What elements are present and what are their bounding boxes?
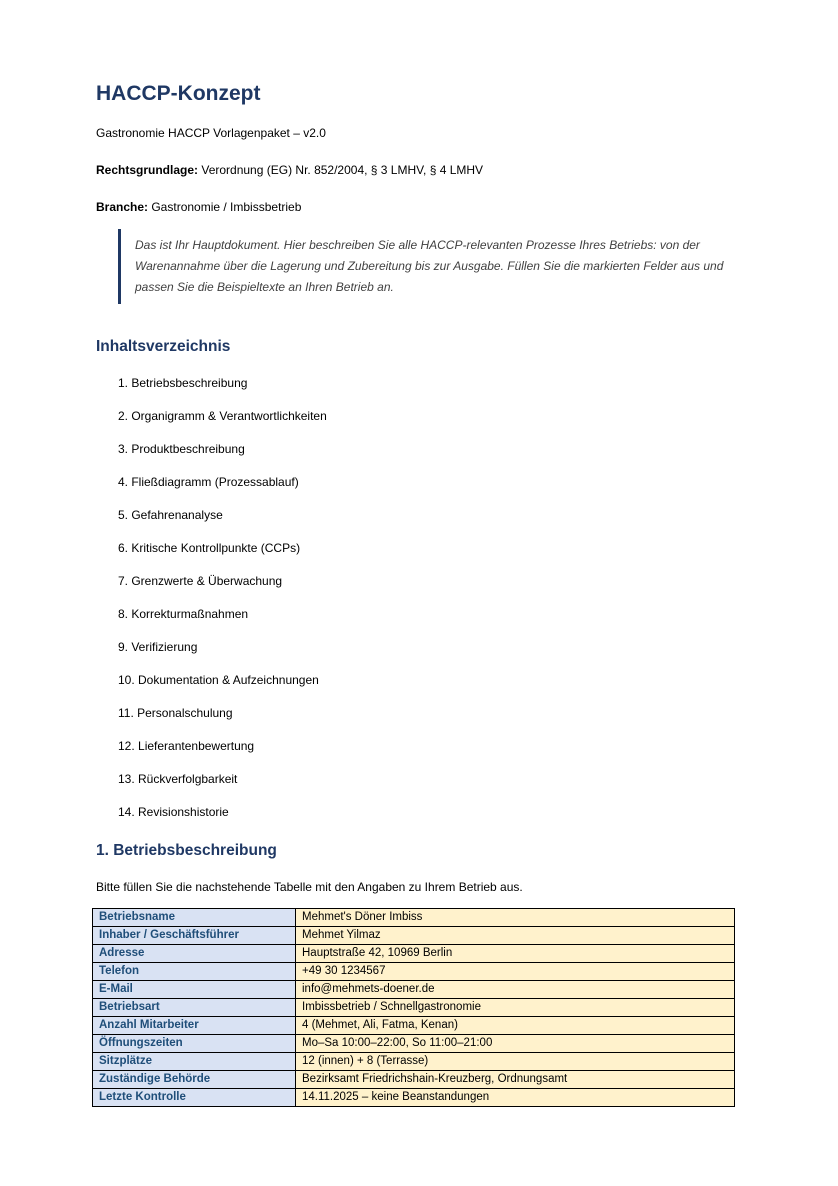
- toc-item: 1. Betriebsbeschreibung: [118, 376, 248, 390]
- table-row: [93, 1017, 735, 1035]
- table-value-cell: Mehmet Yilmaz: [296, 927, 735, 945]
- table-label-cell: Letzte Kontrolle: [93, 1089, 296, 1107]
- meta-value: Gastronomie / Imbissbetrieb: [148, 200, 302, 214]
- table-row: [93, 909, 735, 927]
- betriebsbeschreibung-table: [92, 908, 735, 1107]
- table-value-cell: Bezirksamt Friedrichshain-Kreuzberg, Ordnungsamt: [296, 1071, 735, 1089]
- table-row: [93, 1035, 735, 1053]
- toc-item: 4. Fließdiagramm (Prozessablauf): [118, 475, 299, 489]
- toc-item: 11. Personalschulung: [118, 706, 233, 720]
- table-label-cell: Betriebsname: [93, 909, 296, 927]
- toc-item: 14. Revisionshistorie: [118, 805, 229, 819]
- table-label-cell: Inhaber / Geschäftsführer: [93, 927, 296, 945]
- toc-item: 9. Verifizierung: [118, 640, 198, 654]
- table-row: [93, 945, 735, 963]
- toc-item: 3. Produktbeschreibung: [118, 442, 245, 456]
- table-row: [93, 1053, 735, 1071]
- table-label-cell: Sitzplätze: [93, 1053, 296, 1071]
- table-label-cell: Betriebsart: [93, 999, 296, 1017]
- table-value-cell: 12 (innen) + 8 (Terrasse): [296, 1053, 735, 1071]
- document-subtitle: Gastronomie HACCP Vorlagenpaket – v2.0: [96, 126, 326, 140]
- table-of-contents: [96, 376, 746, 820]
- table-label-cell: E-Mail: [93, 981, 296, 999]
- table-row: [93, 963, 735, 981]
- page-title: HACCP-Konzept: [96, 82, 261, 105]
- table-value-cell: Mo–Sa 10:00–22:00, So 11:00–21:00: [296, 1035, 735, 1053]
- table-value-cell: 4 (Mehmet, Ali, Fatma, Kenan): [296, 1017, 735, 1035]
- meta-line-rechtsgrundlage: [96, 162, 746, 178]
- meta-line-branche: [96, 199, 746, 215]
- table-label-cell: Zuständige Behörde: [93, 1071, 296, 1089]
- table-row: [93, 981, 735, 999]
- table-row: [93, 1071, 735, 1089]
- table-label-cell: Adresse: [93, 945, 296, 963]
- table-row: [93, 1089, 735, 1107]
- table-value-cell: Hauptstraße 42, 10969 Berlin: [296, 945, 735, 963]
- document-content: [96, 0, 746, 1107]
- table-label-cell: Telefon: [93, 963, 296, 981]
- meta-label: Rechtsgrundlage:: [96, 163, 199, 177]
- toc-item: 5. Gefahrenanalyse: [118, 508, 223, 522]
- toc-item: 12. Lieferantenbewertung: [118, 739, 255, 753]
- note-quote-block: Das ist Ihr Hauptdokument. Hier beschreiben Sie alle HACCP-relevanten Prozesse Ihres Betriebs: von der Warenannahme über die Lagerung und Zubereitung bis zur Ausgabe. Füllen Sie die markierten Felder aus und passen Sie die Beispieltexte an Ihren Betrieb an.: [118, 229, 725, 304]
- table-value-cell: +49 30 1234567: [296, 963, 735, 981]
- toc-item: 13. Rückverfolgbarkeit: [118, 772, 238, 786]
- toc-item: 10. Dokumentation & Aufzeichnungen: [118, 673, 319, 687]
- toc-item: 2. Organigramm & Verantwortlichkeiten: [118, 409, 327, 423]
- table-label-cell: Anzahl Mitarbeiter: [93, 1017, 296, 1035]
- toc-item: 7. Grenzwerte & Überwachung: [118, 574, 283, 588]
- section-1-intro: Bitte füllen Sie die nachstehende Tabelle mit den Angaben zu Ihrem Betrieb aus.: [96, 880, 523, 894]
- table-row: [93, 999, 735, 1017]
- table-label-cell: Öffnungszeiten: [93, 1035, 296, 1053]
- toc-item: 8. Korrekturmaßnahmen: [118, 607, 249, 621]
- table-value-cell: Mehmet's Döner Imbiss: [296, 909, 735, 927]
- table-row: [93, 927, 735, 945]
- section-1-heading: 1. Betriebsbeschreibung: [96, 842, 277, 859]
- table-value-cell: 14.11.2025 – keine Beanstandungen: [296, 1089, 735, 1107]
- table-value-cell: info@mehmets-doener.de: [296, 981, 735, 999]
- meta-label: Branche:: [96, 200, 149, 214]
- toc-heading: Inhaltsverzeichnis: [96, 338, 231, 355]
- toc-item: 6. Kritische Kontrollpunkte (CCPs): [118, 541, 301, 555]
- table-value-cell: Imbissbetrieb / Schnellgastronomie: [296, 999, 735, 1017]
- meta-value: Verordnung (EG) Nr. 852/2004, § 3 LMHV, § 4 LMHV: [198, 163, 484, 177]
